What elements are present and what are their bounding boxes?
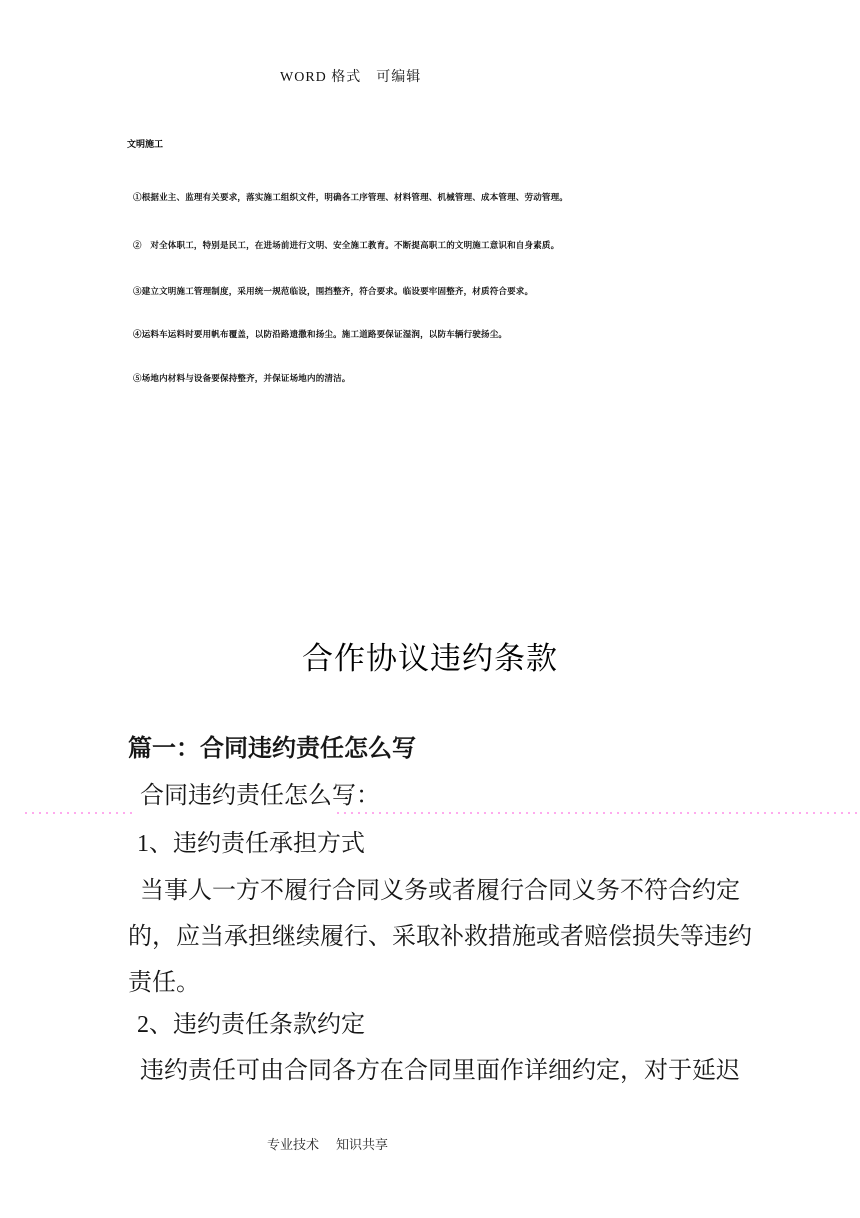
construction-item-4: ④运料车运料时要用帆布覆盖，以防沿路遗撒和扬尘。施工道路要保证湿润，以防车辆行驶扬尘。 [133, 329, 508, 339]
body-line: 当事人一方不履行合同义务或者履行合同义务不符合约定 [140, 878, 740, 904]
watermark-header: WORD 格式 可编辑 [280, 70, 422, 85]
body-line: 责任。 [128, 970, 200, 996]
body-line: 的，应当承担继续履行、采取补救措施或者赔偿损失等违约 [128, 924, 752, 950]
construction-item-5: ⑤场地内材料与设备要保持整齐，并保证场地内的清洁。 [133, 373, 351, 383]
page-divider-dotted-left [25, 812, 137, 814]
body-heading-1: 1、违约责任承担方式 [137, 831, 365, 857]
construction-item-1: ①根据业主、监理有关要求，落实施工组织文件，明确各工序管理、材料管理、机械管理、成本管理、劳动管理。 [133, 192, 569, 202]
body-line: 合同违约责任怎么写： [140, 783, 380, 809]
body-line: 违约责任可由合同各方在合同里面作详细约定，对于延迟 [140, 1058, 740, 1084]
footer [267, 1134, 388, 1153]
construction-item-2: ② 对全体职工，特别是民工，在进场前进行文明、安全施工教育。不断提高职工的文明施工意识和自身素质。 [133, 240, 560, 250]
section-heading-construction: 文明施工 [127, 139, 164, 149]
body-heading-part-one: 篇一：合同违约责任怎么写 [128, 736, 416, 762]
body-heading-2: 2、违约责任条款约定 [137, 1012, 365, 1038]
construction-item-3: ③建立文明施工管理制度，采用统一规范临设，围挡整齐，符合要求。临设要牢固整齐，材质符合要求。 [133, 286, 534, 296]
footer-left-text: 专业技术 [267, 1137, 320, 1152]
footer-right-text: 知识共享 [336, 1137, 389, 1152]
page-divider-dotted-right [337, 812, 860, 814]
document-title: 合作协议违约条款 [302, 641, 558, 676]
